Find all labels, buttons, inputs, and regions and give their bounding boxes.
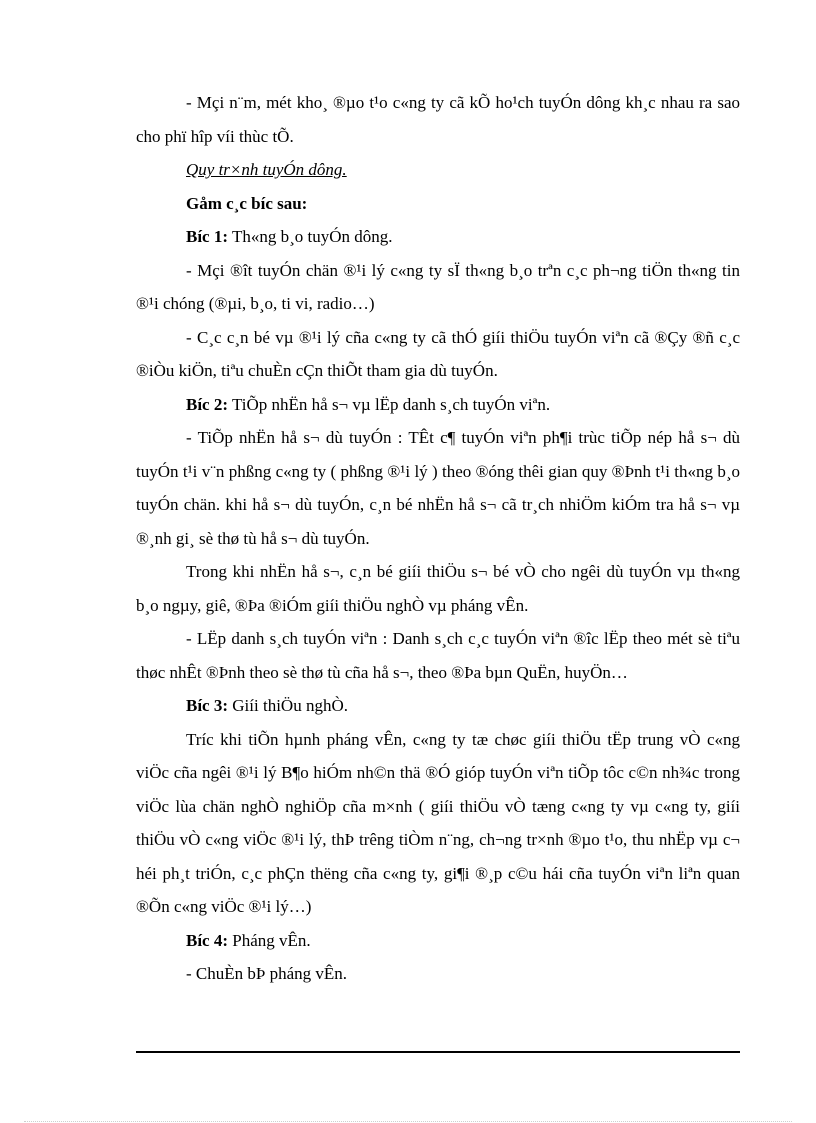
footer-rule — [136, 1051, 740, 1053]
paragraph: - Mçi n¨m, mét kho¸ ®µo t¹o c«ng ty cã kÕ ho¹ch tuyÓn dông kh¸c nhau ra sao cho phï hîp víi thùc tÕ. — [136, 93, 740, 146]
paragraph: Tríc khi tiÕn hµnh pháng vÊn, c«ng ty tæ chøc giíi thiÖu tËp trung vÒ c«ng viÖc cña ngêi ®¹i lý B¶o hiÓm nh©n thä ®Ó gióp tuyÓn viªn tiÕp tôc c©n nh¾c trong viÖc lùa chän nghÒ nghiÖp cña m×nh ( giíi thiÖu vÒ tæng c«ng ty vµ c«ng ty, giíi thiÖu vÒ c«ng viÖc ®¹i lý, thÞ trêng tiÒm n¨ng, ch¬ng tr×nh ®µo t¹o, thu nhËp vµ c¬ héi ph¸t triÓn, c¸c phÇn thëng cña c«ng ty, gi¶i ®¸p c©u hái cña tuyÓn viªn liªn quan ®Õn c«ng viÖc ®¹i lý…) — [136, 729, 740, 916]
step-heading — [136, 924, 740, 958]
paragraph: - Mçi ®ît tuyÓn chän ®¹i lý c«ng ty sÏ th«ng b¸o trªn c¸c ph¬ng tiÖn th«ng tin ®¹i chóng (®µi, b¸o, ti vi, radio…) — [136, 260, 740, 313]
page-edge — [24, 1121, 792, 1122]
step-label: Bíc 3: — [186, 696, 229, 715]
section-heading: Quy tr×nh tuyÓn dông. — [186, 160, 347, 179]
step-label: Bíc 2: — [186, 394, 229, 414]
step-title: Th«ng b¸o tuyÓn dông. — [228, 227, 393, 246]
step-label: Bíc 1: — [186, 227, 229, 246]
paragraph: - C¸c c¸n bé vµ ®¹i lý cña c«ng ty cã thÓ giíi thiÖu tuyÓn viªn cã ®Çy ®ñ c¸c ®iÒu kiÖn, tiªu chuÈn cÇn thiÕt tham gia dù tuyÓn. — [136, 327, 740, 380]
document-body — [136, 86, 740, 991]
step-title: Giíi thiÖu nghÒ. — [228, 696, 348, 715]
step-label: Bíc 4: — [186, 930, 229, 950]
step-title: TiÕp nhËn hå s¬ vµ lËp danh s¸ch tuyÓn viªn. — [228, 394, 551, 414]
step-title: Pháng vÊn. — [228, 930, 311, 950]
steps-intro: Gåm c¸c bíc sau: — [186, 193, 308, 213]
paragraph: - TiÕp nhËn hå s¬ dù tuyÓn : TÊt c¶ tuyÓn viªn ph¶i trùc tiÕp nép hå s¬ dù tuyÓn t¹i v¨n phßng c«ng ty ( phßng ®¹i lý ) theo ®óng thêi gian quy ®Þnh t¹i th«ng b¸o tuyÓn chän. khi hå s¬ dù tuyÓn, c¸n bé nhËn hå s¬ cã tr¸ch nhiÖm kiÓm tra hå s¬ vµ ®¸nh gi¸ sè thø tù hå s¬ dù tuyÓn. — [136, 428, 740, 548]
step-heading — [136, 220, 740, 254]
paragraph: - ChuÈn bÞ pháng vÊn. — [186, 964, 348, 983]
step-heading — [136, 388, 740, 422]
paragraph: Trong khi nhËn hå s¬, c¸n bé giíi thiÖu s¬ bé vÒ cho ngêi dù tuyÓn vµ th«ng b¸o ngµy, giê, ®Þa ®iÓm giíi thiÖu nghÒ vµ pháng vÊn. — [136, 562, 740, 615]
paragraph: - LËp danh s¸ch tuyÓn viªn : Danh s¸ch c¸c tuyÓn viªn ®îc lËp theo mét sè tiªu thøc nhÊt ®Þnh theo sè thø tù cña hå s¬, theo ®Þa bµn QuËn, huyÖn… — [136, 629, 740, 682]
step-heading — [136, 689, 740, 723]
